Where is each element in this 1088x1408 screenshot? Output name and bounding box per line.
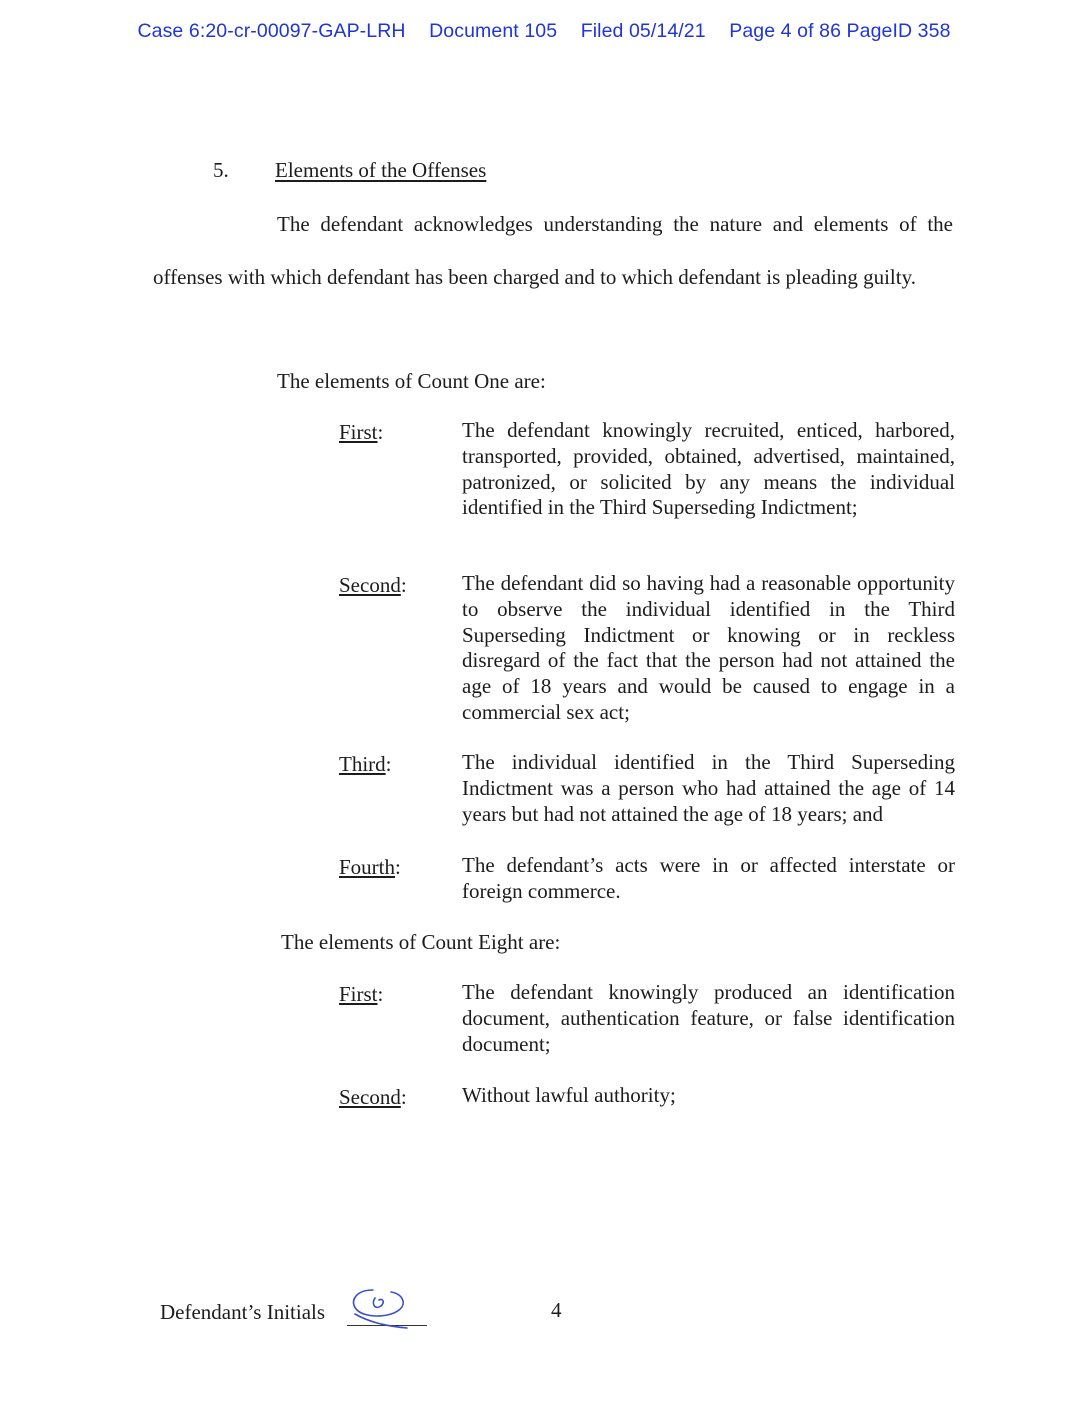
initials-signature-icon	[345, 1284, 415, 1330]
element-label: Third:	[339, 752, 392, 776]
count-eight-element-second	[339, 1083, 955, 1109]
element-label: First:	[339, 982, 384, 1006]
section-number: 5.	[213, 158, 229, 182]
document-number: Document 105	[429, 20, 558, 42]
page-id: Page 4 of 86 PageID 358	[729, 20, 951, 42]
element-text: The defendant knowingly recruited, enticed, harbored, transported, provided, obtained, advertised, maintained, patronized, or solicited by any means the individual identified in the Third Superseding Indictment;	[462, 418, 955, 520]
count-one-heading: The elements of Count One are:	[277, 369, 546, 393]
intro-text: The defendant acknowledges understanding the nature and elements of the offenses with which defendant has been charged and to which defendant is pleading guilty.	[153, 212, 953, 289]
page-number: 4	[551, 1298, 562, 1322]
element-text: Without lawful authority;	[462, 1083, 676, 1107]
element-text: The defendant did so having had a reasonable opportunity to observe the individual identified in the Third Superseding Indictment or knowing or in reckless disregard of the fact that the person had not attained the age of 18 years and would be caused to engage in a commercial sex act;	[462, 571, 955, 724]
section-title: Elements of the Offenses	[275, 158, 487, 182]
defendant-initials-label: Defendant’s Initials	[160, 1300, 326, 1324]
filed-date: Filed 05/14/21	[580, 20, 706, 42]
case-number: Case 6:20-cr-00097-GAP-LRH	[137, 20, 406, 42]
count-one-element-third	[339, 750, 955, 827]
element-label: First:	[339, 420, 384, 444]
section-heading	[213, 158, 486, 183]
element-label: Second:	[339, 1085, 407, 1109]
element-text: The defendant knowingly produced an identification document, authentication feature, or false identification document;	[462, 980, 955, 1056]
ecf-header-stamp	[0, 20, 1088, 43]
count-one-element-fourth	[339, 853, 955, 905]
element-text: The defendant’s acts were in or affected interstate or foreign commerce.	[462, 853, 955, 903]
intro-paragraph	[153, 198, 953, 304]
element-label: Fourth:	[339, 855, 401, 879]
count-eight-element-first	[339, 980, 955, 1057]
count-one-element-second	[339, 571, 955, 726]
count-one-element-first	[339, 418, 955, 521]
element-text: The individual identified in the Third Superseding Indictment was a person who had attained the age of 14 years but had not attained the age of 18 years; and	[462, 750, 955, 826]
count-eight-heading: The elements of Count Eight are:	[281, 930, 561, 954]
element-label: Second:	[339, 573, 407, 597]
